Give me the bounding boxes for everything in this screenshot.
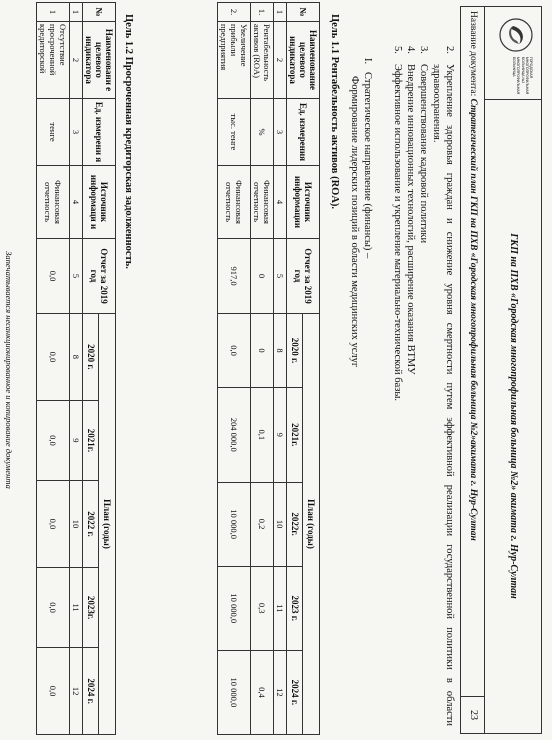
goal-1-heading: Цель 1.1 Рентабельность активов (ROA). [329,14,340,210]
goal-2-heading: Цель 1.2 Просроченная кредиторская задолженность. [123,14,134,269]
page-number: 23 [468,710,479,720]
goal-2-table: № Наименовани е целевого индикатора Ед. измерени я Источник информаци и Отчет за 2019 год План (годы) 2020 г. 2021г. 2022 г. 2023г. 2024 г. 1 2 3 4 5 8 9 10 11 12 1 Отсутствие просроченной кредиторской тенге Финансовая отчетность 0,0 0,0 0,0 0,0 0,0 0,0 [36,2,116,735]
table-row: 1. Рентабельность активов (ROA) % Финансовая отчетность 0 0 0,1 0,2 0,3 0,4 [251,3,274,735]
table-index-row: 1 2 3 4 5 8 9 10 11 12 [274,3,287,735]
table-index-row: 1 2 3 4 5 8 9 10 11 12 [70,3,83,735]
table-row: 2. Увеличение прибыли предприятия тыс. тенге Финансовая отчетность 917,0 0,0 204 000,0 10 000,0 10 000,0 10 000,0 [218,3,251,735]
list-item: 3. Совершенствование кадровой политики [418,46,429,244]
list-item: 2. Укрепление здоровья граждан и снижение уровня смертности путем эффективной реализации государственной политики в области здравоохранения. [431,46,455,726]
logo-text: ГОРОДСКАЯ МНОГОПРОФИЛЬНАЯ БОЛЬНИЦА №2 МНОГОПРОФИЛЬНАЯ БОЛЬНИЦА [512,57,533,95]
document-header [460,6,542,734]
logo-cell [484,7,541,100]
list-item: 5. Эффективное использование и укрепление материально-технической базы. [392,46,403,402]
hospital-logo-icon [497,15,535,55]
document-name-label: Название документа: [468,11,478,97]
footer-note: Запечатывается несанкционированное и копирование документа [4,251,14,489]
goal-1-table: № Наименование целевого индикатора Ед. измерения Источник информации Отчет за 2019 год План (годы) 2020 г. 2021г. 2022г. 2023 г. 2024 г. 1 2 3 4 5 8 9 10 11 12 1. Рентабельность активов (ROA) % Финансовая отчетность 0 0 0,1 0,2 0,3 0,4 2. Увеличение прибыли предприятия тыс. тенге Финансовая отчетность 917,0 0,0 204 000,0 10 000,0 10 000,0 10 000,0 [217,2,320,735]
document-name: Стратегический план ГКП на ПХВ «Городская многопрофильная больница №2»акимата г. Нур-Султан [468,98,478,541]
list-item: 4. Внедрение инновационных технологий, расширение оказания ВТМУ [405,46,416,375]
priorities-list [391,46,456,726]
document-name-row [461,7,485,697]
org-title: ГКП на ПХВ «Городская многопрофильная больница №2» акимата г. Нур-Султан [484,99,541,733]
strategic-direction: I. Стратегическое направление (финансы) – Формирование лидерских позиций в области медицинских услуг [349,58,373,368]
table-row: 1 Отсутствие просроченной кредиторской тенге Финансовая отчетность 0,0 0,0 0,0 0,0 0,0 0,0 [37,3,70,735]
